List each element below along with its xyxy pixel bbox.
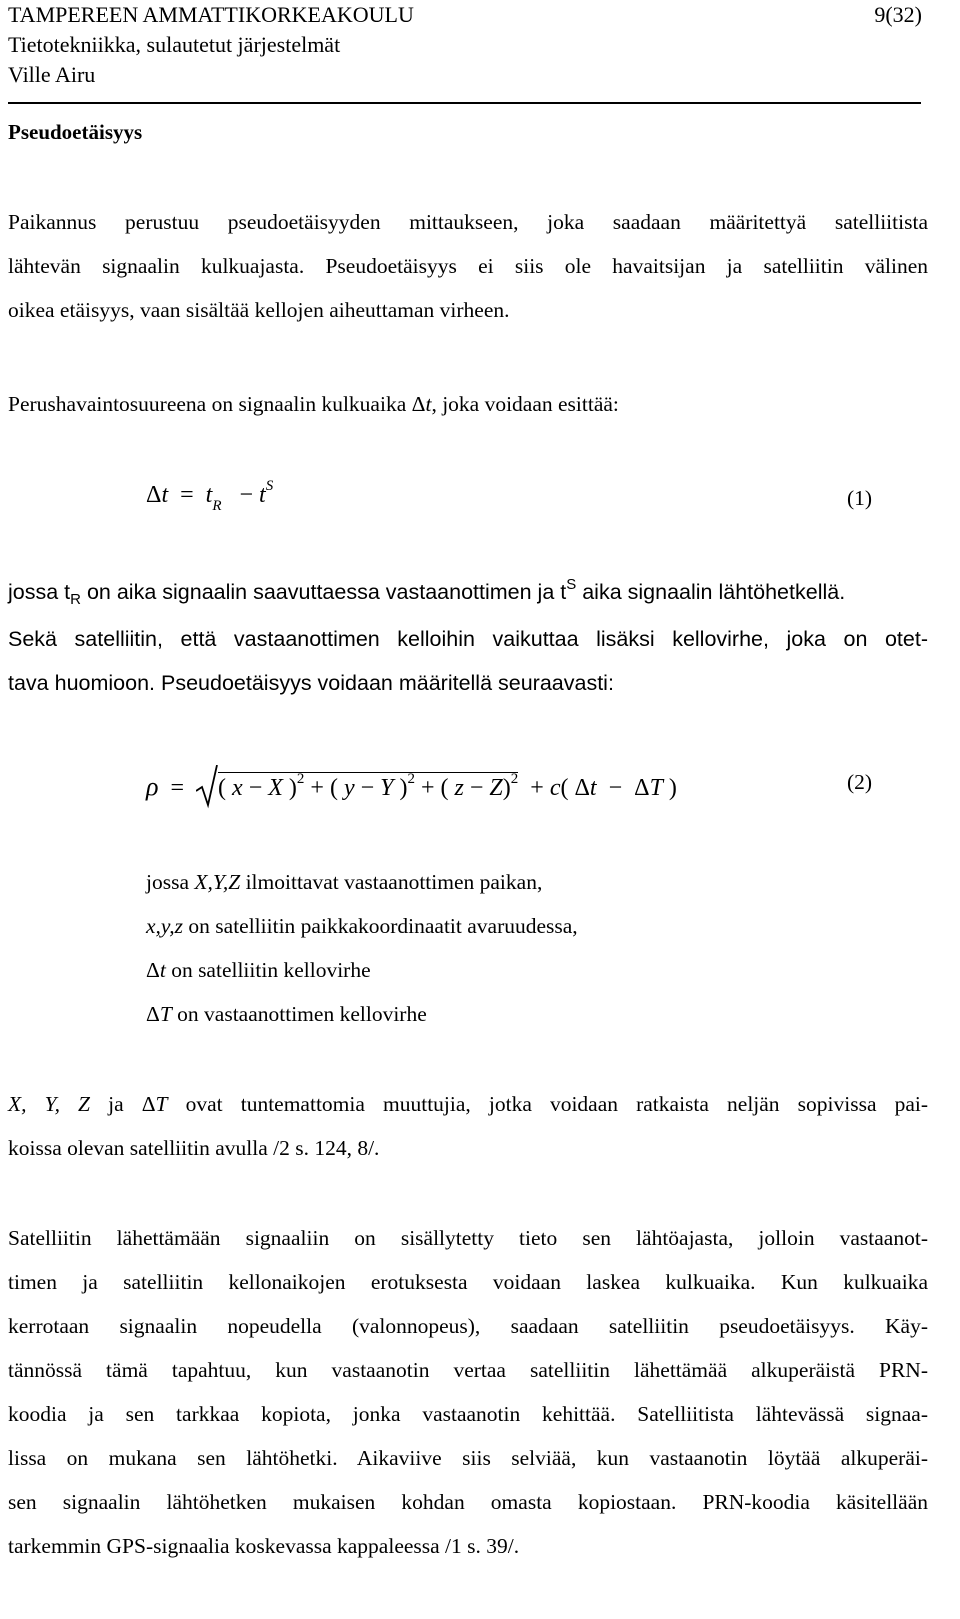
paragraph-4-rest: ovat tuntemattomia muuttujia, jotka voidaan ratkaista neljän sopivissa pai- [167,1092,929,1116]
paragraph-5-line: lissa on mukana sen lähtöhetki. Aikaviive siis selviää, kun vastaanotin löytää alkuperäi- [8,1446,928,1470]
definition-receiver-position [146,860,542,904]
delta-symbol: Δ [146,1002,160,1026]
paragraph-5-line: koodia ja sen tarkkaa kopiota, jonka vastaanotin kehittää. Satelliitista lähtevässä signaa- [8,1402,928,1426]
paragraph-2 [8,382,619,426]
paragraph-3-text-b: on aika signaalin saavuttaessa vastaanottimen ja t [80,580,567,604]
header-divider [8,102,921,104]
paragraph-1 [8,200,928,332]
paragraph-4-vars: X, Y, Z [8,1092,91,1116]
paragraph-4-mid: ja Δ [90,1092,156,1116]
definition-var: t [159,958,166,982]
paragraph-3-sup: S [566,576,577,593]
header-institution: TAMPEREEN AMMATTIKORKEAKOULU [8,2,414,27]
header-department: Tietotekniikka, sulautetut järjestelmät [8,32,341,57]
paragraph-5 [8,1216,928,1568]
paragraph-1-line: Paikannus perustuu pseudoetäisyyden mittaukseen, joka saadaan määritettyä satelliitista [8,210,928,234]
paragraph-4-line: koissa olevan satelliitin avulla /2 s. 124, 8/. [8,1136,380,1160]
paragraph-5-line: tännössä tämä tapahtuu, kun vastaanotin vertaa satelliitin lähettämää alkuperäistä PRN- [8,1358,928,1382]
equation-2-label: (2) [847,770,873,794]
paragraph-4-var: T [155,1092,168,1116]
header-author: Ville Airu [8,62,96,87]
paragraph-2-var: t [425,392,432,416]
definition-text: ilmoittavat vastaanottimen paikan, [240,870,543,894]
definition-text: on vastaanottimen kellovirhe [171,1002,427,1026]
paragraph-2-text-a: Perushavaintosuureena on signaalin kulkuaika Δ [8,392,426,416]
paragraph-3 [8,570,928,705]
paragraph-4-line [8,1082,928,1126]
paragraph-3-line: tava huomioon. Pseudoetäisyys voidaan määritellä seuraavasti: [8,671,614,695]
paragraph-3-line [8,570,928,617]
definition-prefix: jossa [146,870,195,894]
paragraph-5-line: sen signaalin lähtöhetken mukaisen kohdan omasta kopiostaan. PRN-koodia käsitellään [8,1490,928,1514]
page-number: 9(32) [874,2,922,27]
paragraph-3-text-c: aika signaalin lähtöhetkellä. [576,580,846,604]
paragraph-5-line: kerrotaan signaalin nopeudella (valonnopeus), saadaan satelliitin pseudoetäisyys. Käy- [8,1314,928,1338]
paragraph-1-line: lähtevän signaalin kulkuajasta. Pseudoetäisyys ei siis ole havaitsijan ja satelliitin välinen [8,254,928,278]
paragraph-5-line: timen ja satelliitin kellonaikojen erotuksesta voidaan laskea kulkuaika. Kun kulkuaika [8,1270,928,1294]
definition-satellite-clock-error [146,948,371,992]
sqrt-sign [196,765,218,809]
definition-var: X,Y,Z [194,870,241,894]
definition-text: on satelliitin paikkakoordinaatit avaruudessa, [183,914,578,938]
equation-1-label: (1) [847,486,873,510]
paragraph-4 [8,1082,928,1170]
definition-text: on satelliitin kellovirhe [165,958,371,982]
definition-satellite-coordinates [146,904,578,948]
equation-1: $\Delta t = t_R - t^S$ [146,478,274,514]
paragraph-5-line: Satelliitin lähettämään signaaliin on sisällytetty tieto sen lähtöajasta, jolloin vastaanot- [8,1226,928,1250]
definition-var: T [159,1002,172,1026]
paragraph-5-line: tarkemmin GPS-signaalia koskevassa kappaleessa /1 s. 39/. [8,1534,520,1558]
paragraph-1-line: oikea etäisyys, vaan sisältää kellojen aiheuttaman virheen. [8,298,510,322]
definition-receiver-clock-error [146,992,427,1036]
paragraph-2-text-b: , joka voidaan esittää: [431,392,619,416]
equation-2: ρ = ( x − X )$^2$ + ( y − Y )$^2$ + ( z − Z)$^2$ + c( Δt − ΔT ) [146,765,677,809]
paragraph-3-sub: R [70,591,81,608]
section-title: Pseudoetäisyys [8,120,143,144]
paragraph-3-line: Sekä satelliitin, että vastaanottimen kelloihin vaikuttaa lisäksi kellovirhe, joka on otet- [8,627,928,651]
definition-var: x,y,z [146,914,184,938]
paragraph-3-text-a: jossa t [8,580,71,604]
delta-symbol: Δ [146,958,160,982]
